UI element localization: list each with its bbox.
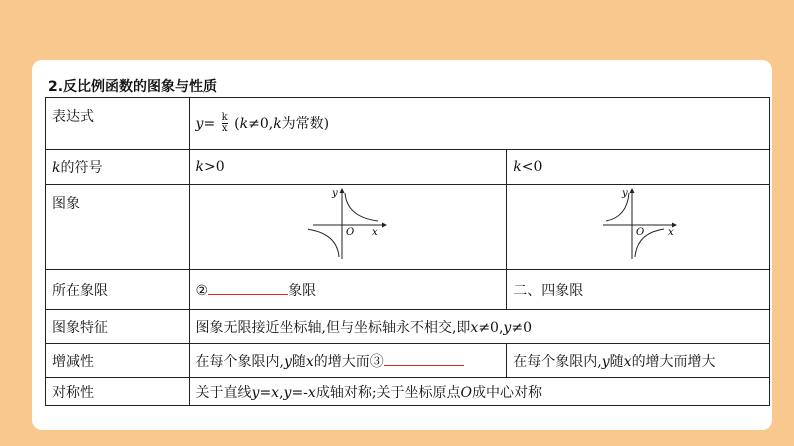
row-label: 增减性 bbox=[46, 344, 190, 378]
table-row bbox=[46, 98, 770, 150]
monotonic-negative-cell: 在每个象限内,y随x的增大而增大 bbox=[507, 344, 770, 378]
hyperbola-positive-graph bbox=[308, 187, 388, 263]
answer-blank bbox=[208, 282, 288, 295]
monotonic-positive-cell: 在每个象限内,y随x的增大而③ bbox=[189, 344, 507, 378]
svg-text:y: y bbox=[622, 188, 628, 199]
expression-cell: y= $\frac{k}{x}$ (k≠0,k为常数) bbox=[189, 98, 769, 150]
table-row bbox=[46, 344, 770, 378]
svg-text:x: x bbox=[371, 227, 378, 238]
table-row bbox=[46, 150, 770, 185]
properties-table bbox=[45, 97, 770, 406]
table-row bbox=[46, 310, 770, 344]
svg-text:O: O bbox=[636, 227, 645, 238]
quadrant-negative-cell: 二、四象限 bbox=[507, 270, 770, 310]
hyperbola-negative-graph bbox=[598, 187, 678, 263]
svg-text:y: y bbox=[331, 188, 338, 199]
fraction: $\frac{k}{x}$ bbox=[221, 112, 228, 135]
answer-blank bbox=[384, 353, 464, 366]
table-row bbox=[46, 185, 770, 270]
row-label: 表达式 bbox=[46, 98, 190, 150]
row-label: 对称性 bbox=[46, 378, 190, 406]
quadrant-positive-cell: ② 象限 bbox=[189, 270, 507, 310]
k-positive-cell: k>0 bbox=[189, 150, 507, 185]
row-label: 图象特征 bbox=[46, 310, 190, 344]
row-label: 所在象限 bbox=[46, 270, 190, 310]
graph-k-positive bbox=[189, 185, 507, 270]
row-label: 图象 bbox=[46, 185, 190, 270]
svg-text:x: x bbox=[668, 227, 674, 238]
table-row bbox=[46, 270, 770, 310]
table-row bbox=[46, 378, 770, 406]
svg-text:O: O bbox=[345, 227, 355, 238]
section-heading: 2.反比例函数的图象与性质 bbox=[48, 79, 218, 95]
graph-k-negative bbox=[507, 185, 770, 270]
symmetry-cell: 关于直线y=x,y=-x成轴对称;关于坐标原点O成中心对称 bbox=[189, 378, 769, 406]
row-label: k的符号 bbox=[46, 150, 190, 185]
graph-feature-cell: 图象无限接近坐标轴,但与坐标轴永不相交,即x≠0,y≠0 bbox=[189, 310, 769, 344]
k-negative-cell: k<0 bbox=[507, 150, 770, 185]
